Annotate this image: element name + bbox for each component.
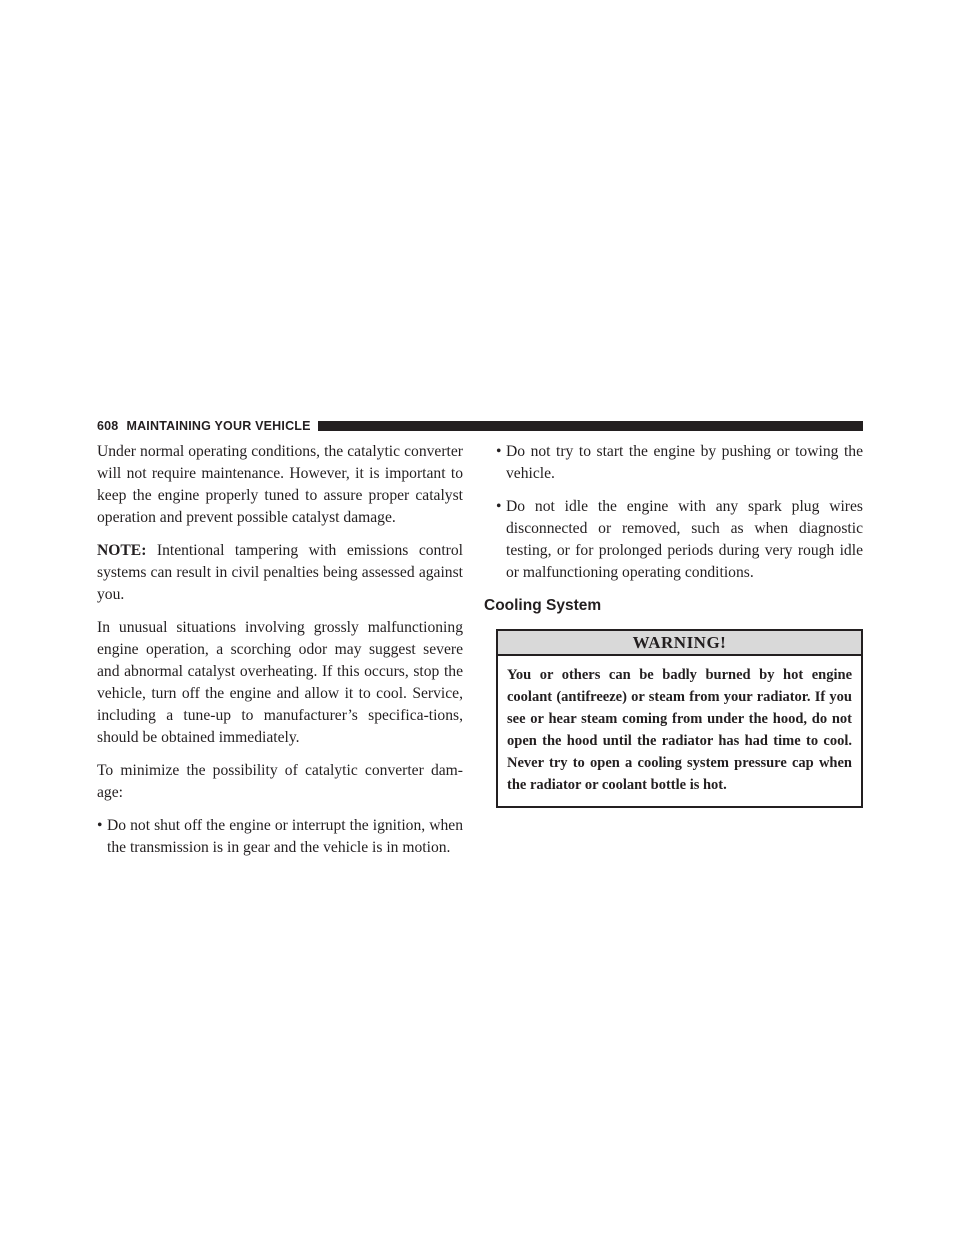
bullet-icon: • [97, 817, 103, 834]
note-text: Intentional tampering with emissions control systems can result in civil penalties being assessed against you. [97, 542, 463, 603]
paragraph-minimize: To minimize the possibility of catalytic converter dam-age: [97, 762, 463, 801]
section-title: MAINTAINING YOUR VEHICLE [126, 419, 311, 433]
warning-text: You or others can be badly burned by hot engine coolant (antifreeze) or steam from your radiator. If you see or hear steam coming from under the hood, do not open the hood until the radiator has had time to cool. Never try to open a cooling system pressure cap when the radiator or coolant bottle is hot. [507, 667, 852, 793]
list-item-text: Do not try to start the engine by pushing or towing the vehicle. [506, 443, 863, 482]
paragraph-overheating: In unusual situations involving grossly malfunctioning engine operation, a scorching odor may suggest severe and abnormal catalyst overheating. If this occurs, stop the vehicle, turn off the engine and allow it to cool. Service, including a tune-up to manufacturer’s specifica-tions, should be obtained immediately. [97, 619, 463, 746]
list-item [97, 815, 463, 859]
warning-title: WARNING! [498, 631, 861, 656]
list-item [496, 441, 863, 485]
bullet-icon: • [496, 443, 502, 460]
page-header [97, 418, 863, 434]
left-column [97, 441, 463, 870]
list-item-text: Do not shut off the engine or interrupt the ignition, when the transmission is in gear and the vehicle is in motion. [107, 817, 463, 856]
bullet-icon: • [496, 498, 502, 515]
page-number: 608 [97, 419, 119, 433]
header-rule [318, 421, 863, 431]
list-item [496, 496, 863, 584]
paragraph-maintenance: Under normal operating conditions, the catalytic converter will not require maintenance. However, it is important to keep the engine properly tuned to assure proper catalyst operation and prevent possible catalyst damage. [97, 443, 463, 526]
list-item-text: Do not idle the engine with any spark plug wires disconnected or removed, such as when diagnostic testing, or for prolonged periods during very rough idle or malfunctioning operating conditions. [506, 498, 863, 581]
warning-box [496, 629, 863, 808]
note-paragraph [97, 540, 463, 606]
right-column [484, 441, 863, 808]
note-label: NOTE: [97, 542, 147, 559]
section-heading: Cooling System [484, 597, 602, 614]
